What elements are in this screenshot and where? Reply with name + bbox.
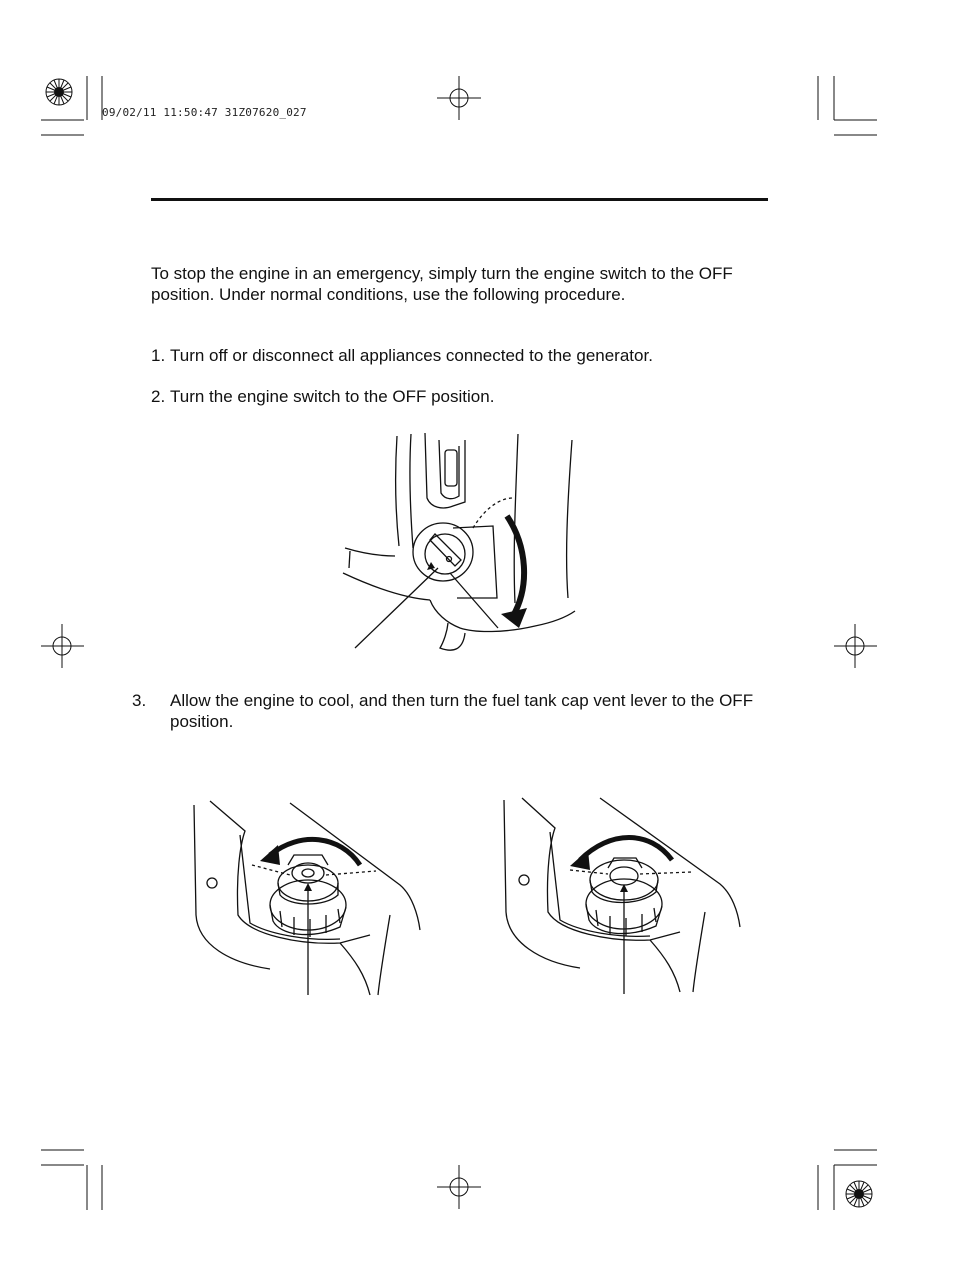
crosshair-top bbox=[437, 76, 481, 120]
starburst-top-left bbox=[46, 79, 72, 105]
step-1 bbox=[151, 346, 771, 367]
crosshair-bottom bbox=[437, 1165, 481, 1209]
step-text: Turn off or disconnect all appliances connected to the generator. bbox=[170, 346, 653, 365]
step-text: Turn the engine switch to the OFF position. bbox=[170, 387, 495, 406]
step-2 bbox=[151, 387, 771, 408]
print-stamp: 09/02/11 11:50:47 31Z07620_027 bbox=[102, 106, 307, 119]
section-rule bbox=[151, 198, 768, 201]
intro-paragraph: To stop the engine in an emergency, simply turn the engine switch to the OFF position. Under normal conditions, use the following procedure. bbox=[151, 264, 733, 304]
crosshair-left bbox=[41, 624, 84, 668]
fuel-cap-vent-lever-illustration bbox=[190, 795, 425, 1000]
fuel-cap-vent-lever-illustration bbox=[500, 792, 745, 1002]
step-number: 3. bbox=[132, 691, 147, 710]
starburst-bottom-right bbox=[846, 1181, 872, 1207]
step-text: Allow the engine to cool, and then turn the fuel tank cap vent lever to the OFF position. bbox=[170, 691, 754, 731]
engine-switch-illustration bbox=[335, 428, 585, 663]
step-number: 2. bbox=[151, 387, 166, 406]
step-3 bbox=[132, 691, 790, 732]
step-number: 1. bbox=[151, 346, 166, 365]
crosshair-right bbox=[834, 624, 877, 668]
